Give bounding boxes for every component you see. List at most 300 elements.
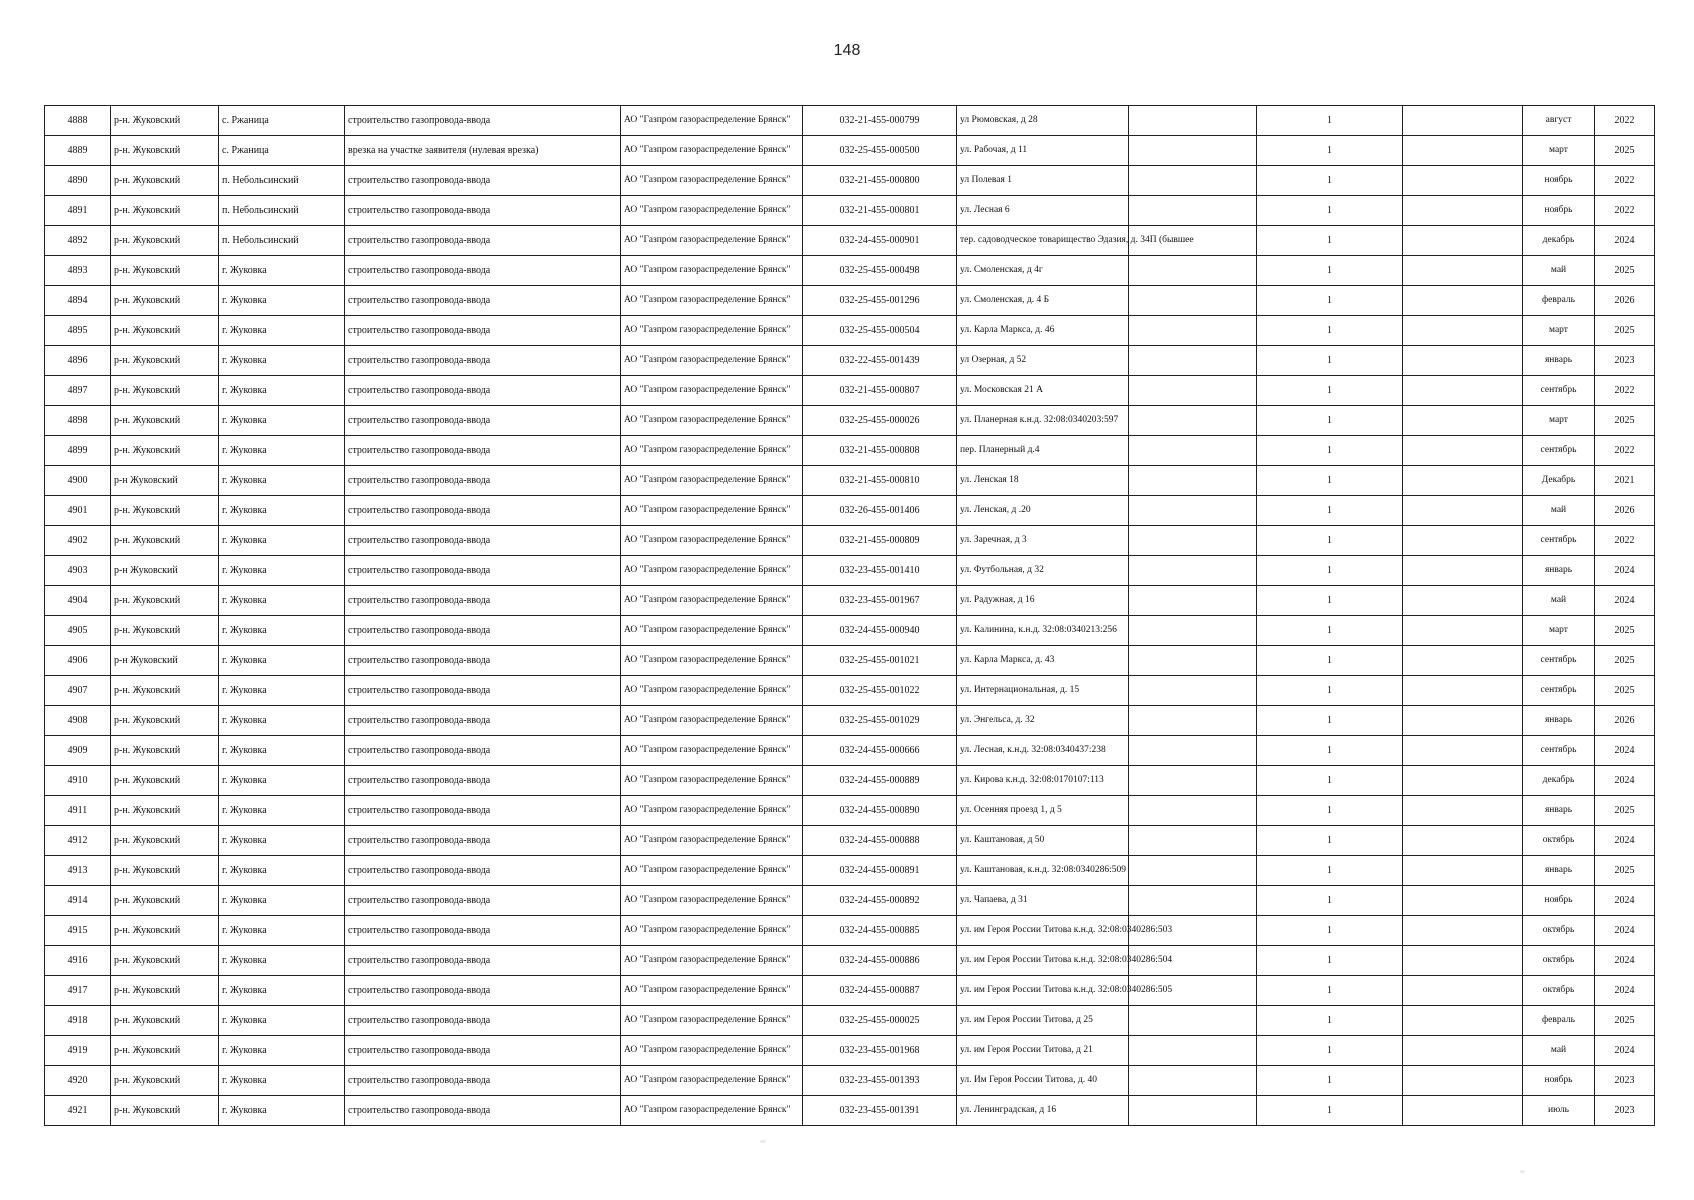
month-cell: август (1523, 106, 1595, 136)
address-cell: ул. Лесная 6 (957, 196, 1129, 226)
organization-cell: АО "Газпром газораспределение Брянск" (621, 406, 803, 436)
registration-code-cell: 032-25-455-000026 (803, 406, 957, 436)
registration-code-cell: 032-23-455-001410 (803, 556, 957, 586)
empty-cell (1129, 886, 1257, 916)
organization-cell: АО "Газпром газораспределение Брянск" (621, 586, 803, 616)
table-row (45, 466, 1655, 496)
locality-cell: г. Жуковка (219, 1036, 345, 1066)
empty-cell (1403, 496, 1523, 526)
registration-code-cell: 032-24-455-000892 (803, 886, 957, 916)
month-cell: сентябрь (1523, 376, 1595, 406)
organization-cell: АО "Газпром газораспределение Брянск" (621, 316, 803, 346)
address-cell: ул. им Героя России Титова, д 21 (957, 1036, 1129, 1066)
quantity-cell: 1 (1257, 436, 1403, 466)
quantity-cell: 1 (1257, 256, 1403, 286)
locality-cell: г. Жуковка (219, 1066, 345, 1096)
row-number: 4889 (45, 136, 111, 166)
locality-cell: г. Жуковка (219, 556, 345, 586)
empty-cell (1129, 166, 1257, 196)
quantity-cell: 1 (1257, 766, 1403, 796)
row-number: 4902 (45, 526, 111, 556)
month-cell: март (1523, 616, 1595, 646)
month-cell: май (1523, 256, 1595, 286)
quantity-cell: 1 (1257, 826, 1403, 856)
locality-cell: г. Жуковка (219, 736, 345, 766)
row-number: 4920 (45, 1066, 111, 1096)
quantity-cell: 1 (1257, 706, 1403, 736)
work-type-cell: строительство газопровода-ввода (345, 166, 621, 196)
district-cell: р-н. Жуковский (111, 616, 219, 646)
table-row (45, 406, 1655, 436)
address-cell: ул. им Героя России Титова к.н.д. 32:08:0340286:504 (957, 946, 1129, 976)
address-cell: ул. Карла Маркса, д. 43 (957, 646, 1129, 676)
year-cell: 2025 (1595, 676, 1655, 706)
work-type-cell: строительство газопровода-ввода (345, 316, 621, 346)
month-cell: Декабрь (1523, 466, 1595, 496)
organization-cell: АО "Газпром газораспределение Брянск" (621, 886, 803, 916)
table-row (45, 316, 1655, 346)
organization-cell: АО "Газпром газораспределение Брянск" (621, 646, 803, 676)
district-cell: р-н. Жуковский (111, 376, 219, 406)
work-type-cell: строительство газопровода-ввода (345, 736, 621, 766)
table-row (45, 766, 1655, 796)
table-row (45, 946, 1655, 976)
district-cell: р-н. Жуковский (111, 796, 219, 826)
year-cell: 2022 (1595, 166, 1655, 196)
quantity-cell: 1 (1257, 466, 1403, 496)
registration-code-cell: 032-22-455-001439 (803, 346, 957, 376)
quantity-cell: 1 (1257, 736, 1403, 766)
registration-code-cell: 032-25-455-001029 (803, 706, 957, 736)
year-cell: 2025 (1595, 1006, 1655, 1036)
table-row (45, 196, 1655, 226)
locality-cell: г. Жуковка (219, 826, 345, 856)
row-number: 4888 (45, 106, 111, 136)
empty-cell (1129, 316, 1257, 346)
year-cell: 2023 (1595, 1096, 1655, 1126)
year-cell: 2024 (1595, 556, 1655, 586)
district-cell: р-н. Жуковский (111, 226, 219, 256)
district-cell: р-н. Жуковский (111, 676, 219, 706)
district-cell: р-н. Жуковский (111, 886, 219, 916)
quantity-cell: 1 (1257, 136, 1403, 166)
registration-code-cell: 032-25-455-001296 (803, 286, 957, 316)
month-cell: май (1523, 1036, 1595, 1066)
organization-cell: АО "Газпром газораспределение Брянск" (621, 1096, 803, 1126)
year-cell: 2022 (1595, 196, 1655, 226)
year-cell: 2025 (1595, 256, 1655, 286)
year-cell: 2025 (1595, 316, 1655, 346)
empty-cell (1403, 916, 1523, 946)
empty-cell (1403, 166, 1523, 196)
row-number: 4919 (45, 1036, 111, 1066)
quantity-cell: 1 (1257, 586, 1403, 616)
table-row (45, 556, 1655, 586)
organization-cell: АО "Газпром газораспределение Брянск" (621, 796, 803, 826)
locality-cell: г. Жуковка (219, 346, 345, 376)
row-number: 4898 (45, 406, 111, 436)
quantity-cell: 1 (1257, 646, 1403, 676)
row-number: 4895 (45, 316, 111, 346)
registration-code-cell: 032-24-455-000890 (803, 796, 957, 826)
locality-cell: г. Жуковка (219, 646, 345, 676)
year-cell: 2026 (1595, 496, 1655, 526)
work-type-cell: строительство газопровода-ввода (345, 436, 621, 466)
district-cell: р-н. Жуковский (111, 586, 219, 616)
table-row (45, 376, 1655, 406)
district-cell: р-н. Жуковский (111, 706, 219, 736)
registry-body (45, 106, 1655, 1126)
month-cell: сентябрь (1523, 676, 1595, 706)
district-cell: р-н. Жуковский (111, 496, 219, 526)
row-number: 4905 (45, 616, 111, 646)
table-row (45, 256, 1655, 286)
empty-cell (1129, 556, 1257, 586)
work-type-cell: строительство газопровода-ввода (345, 826, 621, 856)
month-cell: январь (1523, 346, 1595, 376)
row-number: 4916 (45, 946, 111, 976)
registration-code-cell: 032-25-455-000498 (803, 256, 957, 286)
row-number: 4907 (45, 676, 111, 706)
quantity-cell: 1 (1257, 1006, 1403, 1036)
empty-cell (1129, 256, 1257, 286)
table-row (45, 586, 1655, 616)
work-type-cell: строительство газопровода-ввода (345, 706, 621, 736)
registration-code-cell: 032-25-455-000504 (803, 316, 957, 346)
registration-code-cell: 032-21-455-000801 (803, 196, 957, 226)
address-cell: ул. Ленинградская, д 16 (957, 1096, 1129, 1126)
year-cell: 2024 (1595, 226, 1655, 256)
month-cell: январь (1523, 796, 1595, 826)
empty-cell (1403, 106, 1523, 136)
month-cell: июль (1523, 1096, 1595, 1126)
locality-cell: г. Жуковка (219, 316, 345, 346)
empty-cell (1129, 196, 1257, 226)
address-cell: ул. Интернациональная, д. 15 (957, 676, 1129, 706)
year-cell: 2024 (1595, 976, 1655, 1006)
organization-cell: АО "Газпром газораспределение Брянск" (621, 1036, 803, 1066)
quantity-cell: 1 (1257, 316, 1403, 346)
month-cell: сентябрь (1523, 646, 1595, 676)
address-cell: ул. Осенняя проезд 1, д 5 (957, 796, 1129, 826)
row-number: 4903 (45, 556, 111, 586)
year-cell: 2026 (1595, 286, 1655, 316)
empty-cell (1129, 766, 1257, 796)
year-cell: 2022 (1595, 526, 1655, 556)
work-type-cell: строительство газопровода-ввода (345, 616, 621, 646)
month-cell: ноябрь (1523, 166, 1595, 196)
organization-cell: АО "Газпром газораспределение Брянск" (621, 286, 803, 316)
registration-code-cell: 032-24-455-000891 (803, 856, 957, 886)
table-row (45, 286, 1655, 316)
district-cell: р-н Жуковский (111, 646, 219, 676)
quantity-cell: 1 (1257, 406, 1403, 436)
table-row (45, 616, 1655, 646)
month-cell: ноябрь (1523, 1066, 1595, 1096)
district-cell: р-н. Жуковский (111, 946, 219, 976)
row-number: 4893 (45, 256, 111, 286)
district-cell: р-н Жуковский (111, 466, 219, 496)
month-cell: сентябрь (1523, 526, 1595, 556)
year-cell: 2025 (1595, 856, 1655, 886)
empty-cell (1403, 316, 1523, 346)
quantity-cell: 1 (1257, 616, 1403, 646)
locality-cell: с. Ржаница (219, 106, 345, 136)
work-type-cell: строительство газопровода-ввода (345, 1096, 621, 1126)
month-cell: октябрь (1523, 946, 1595, 976)
registration-code-cell: 032-24-455-000666 (803, 736, 957, 766)
empty-cell (1129, 466, 1257, 496)
district-cell: р-н. Жуковский (111, 1006, 219, 1036)
address-cell: ул. Калинина, к.н.д. 32:08:0340213:256 (957, 616, 1129, 646)
locality-cell: г. Жуковка (219, 886, 345, 916)
work-type-cell: строительство газопровода-ввода (345, 766, 621, 796)
quantity-cell: 1 (1257, 1066, 1403, 1096)
locality-cell: г. Жуковка (219, 676, 345, 706)
quantity-cell: 1 (1257, 346, 1403, 376)
empty-cell (1403, 796, 1523, 826)
year-cell: 2025 (1595, 646, 1655, 676)
month-cell: декабрь (1523, 766, 1595, 796)
locality-cell: п. Небольсинский (219, 166, 345, 196)
district-cell: р-н. Жуковский (111, 526, 219, 556)
empty-cell (1403, 226, 1523, 256)
table-row (45, 106, 1655, 136)
empty-cell (1129, 406, 1257, 436)
empty-cell (1403, 256, 1523, 286)
district-cell: р-н. Жуковский (111, 316, 219, 346)
empty-cell (1129, 526, 1257, 556)
row-number: 4904 (45, 586, 111, 616)
quantity-cell: 1 (1257, 196, 1403, 226)
district-cell: р-н. Жуковский (111, 256, 219, 286)
locality-cell: г. Жуковка (219, 706, 345, 736)
work-type-cell: строительство газопровода-ввода (345, 1066, 621, 1096)
address-cell: ул. Чапаева, д 31 (957, 886, 1129, 916)
month-cell: март (1523, 406, 1595, 436)
row-number: 4900 (45, 466, 111, 496)
locality-cell: г. Жуковка (219, 856, 345, 886)
locality-cell: г. Жуковка (219, 496, 345, 526)
year-cell: 2025 (1595, 406, 1655, 436)
empty-cell (1403, 196, 1523, 226)
month-cell: ноябрь (1523, 196, 1595, 226)
organization-cell: АО "Газпром газораспределение Брянск" (621, 466, 803, 496)
locality-cell: г. Жуковка (219, 1096, 345, 1126)
quantity-cell: 1 (1257, 226, 1403, 256)
work-type-cell: строительство газопровода-ввода (345, 976, 621, 1006)
address-cell: тер. садоводческое товарищество Эдазия, д. 34П (бывшее (957, 226, 1129, 256)
year-cell: 2025 (1595, 136, 1655, 166)
district-cell: р-н. Жуковский (111, 1096, 219, 1126)
empty-cell (1403, 526, 1523, 556)
empty-cell (1403, 946, 1523, 976)
empty-cell (1129, 826, 1257, 856)
registration-code-cell: 032-25-455-001022 (803, 676, 957, 706)
empty-cell (1403, 1036, 1523, 1066)
work-type-cell: строительство газопровода-ввода (345, 286, 621, 316)
empty-cell (1129, 676, 1257, 706)
locality-cell: п. Небольсинский (219, 226, 345, 256)
registration-code-cell: 032-21-455-000808 (803, 436, 957, 466)
row-number: 4896 (45, 346, 111, 376)
quantity-cell: 1 (1257, 796, 1403, 826)
month-cell: октябрь (1523, 916, 1595, 946)
empty-cell (1403, 706, 1523, 736)
work-type-cell: строительство газопровода-ввода (345, 646, 621, 676)
registration-code-cell: 032-23-455-001391 (803, 1096, 957, 1126)
district-cell: р-н. Жуковский (111, 406, 219, 436)
year-cell: 2025 (1595, 796, 1655, 826)
quantity-cell: 1 (1257, 676, 1403, 706)
address-cell: ул. им Героя России Титова к.н.д. 32:08:0340286:503 (957, 916, 1129, 946)
registration-code-cell: 032-26-455-001406 (803, 496, 957, 526)
quantity-cell: 1 (1257, 946, 1403, 976)
work-type-cell: строительство газопровода-ввода (345, 406, 621, 436)
locality-cell: г. Жуковка (219, 616, 345, 646)
address-cell: ул. Смоленская, д. 4 Б (957, 286, 1129, 316)
registration-code-cell: 032-24-455-000885 (803, 916, 957, 946)
empty-cell (1129, 616, 1257, 646)
registration-code-cell: 032-24-455-000901 (803, 226, 957, 256)
row-number: 4911 (45, 796, 111, 826)
empty-cell (1129, 136, 1257, 166)
table-row (45, 226, 1655, 256)
district-cell: р-н. Жуковский (111, 136, 219, 166)
work-type-cell: строительство газопровода-ввода (345, 346, 621, 376)
organization-cell: АО "Газпром газораспределение Брянск" (621, 226, 803, 256)
address-cell: ул. Футбольная, д 32 (957, 556, 1129, 586)
year-cell: 2023 (1595, 346, 1655, 376)
organization-cell: АО "Газпром газораспределение Брянск" (621, 736, 803, 766)
organization-cell: АО "Газпром газораспределение Брянск" (621, 616, 803, 646)
row-number: 4913 (45, 856, 111, 886)
quantity-cell: 1 (1257, 286, 1403, 316)
locality-cell: г. Жуковка (219, 376, 345, 406)
year-cell: 2023 (1595, 1066, 1655, 1096)
organization-cell: АО "Газпром газораспределение Брянск" (621, 346, 803, 376)
registration-code-cell: 032-23-455-001393 (803, 1066, 957, 1096)
organization-cell: АО "Газпром газораспределение Брянск" (621, 766, 803, 796)
empty-cell (1403, 286, 1523, 316)
row-number: 4891 (45, 196, 111, 226)
work-type-cell: строительство газопровода-ввода (345, 586, 621, 616)
empty-cell (1129, 346, 1257, 376)
address-cell: ул. Карла Маркса, д. 46 (957, 316, 1129, 346)
organization-cell: АО "Газпром газораспределение Брянск" (621, 196, 803, 226)
address-cell: ул. Ленская, д .20 (957, 496, 1129, 526)
year-cell: 2024 (1595, 736, 1655, 766)
table-row (45, 676, 1655, 706)
locality-cell: г. Жуковка (219, 976, 345, 1006)
year-cell: 2024 (1595, 946, 1655, 976)
district-cell: р-н. Жуковский (111, 1036, 219, 1066)
registration-code-cell: 032-21-455-000809 (803, 526, 957, 556)
district-cell: р-н. Жуковский (111, 166, 219, 196)
organization-cell: АО "Газпром газораспределение Брянск" (621, 1066, 803, 1096)
empty-cell (1403, 1096, 1523, 1126)
row-number: 4890 (45, 166, 111, 196)
empty-cell (1403, 136, 1523, 166)
empty-cell (1403, 376, 1523, 406)
locality-cell: г. Жуковка (219, 436, 345, 466)
empty-cell (1403, 856, 1523, 886)
empty-cell (1403, 1006, 1523, 1036)
work-type-cell: строительство газопровода-ввода (345, 676, 621, 706)
table-row (45, 166, 1655, 196)
quantity-cell: 1 (1257, 916, 1403, 946)
page-number: 148 (833, 42, 861, 59)
address-cell: ул. Московская 21 А (957, 376, 1129, 406)
work-type-cell: строительство газопровода-ввода (345, 526, 621, 556)
address-cell: ул. Кирова к.н.д. 32:08:0170107:113 (957, 766, 1129, 796)
registration-code-cell: 032-25-455-001021 (803, 646, 957, 676)
quantity-cell: 1 (1257, 856, 1403, 886)
month-cell: октябрь (1523, 976, 1595, 1006)
row-number: 4912 (45, 826, 111, 856)
locality-cell: г. Жуковка (219, 916, 345, 946)
quantity-cell: 1 (1257, 1036, 1403, 1066)
district-cell: р-н. Жуковский (111, 976, 219, 1006)
month-cell: сентябрь (1523, 436, 1595, 466)
year-cell: 2022 (1595, 436, 1655, 466)
organization-cell: АО "Газпром газораспределение Брянск" (621, 166, 803, 196)
work-type-cell: строительство газопровода-ввода (345, 466, 621, 496)
work-type-cell: строительство газопровода-ввода (345, 796, 621, 826)
work-type-cell: строительство газопровода-ввода (345, 256, 621, 286)
table-row (45, 1066, 1655, 1096)
locality-cell: г. Жуковка (219, 796, 345, 826)
organization-cell: АО "Газпром газораспределение Брянск" (621, 376, 803, 406)
district-cell: р-н. Жуковский (111, 1066, 219, 1096)
quantity-cell: 1 (1257, 496, 1403, 526)
month-cell: январь (1523, 706, 1595, 736)
registration-code-cell: 032-23-455-001967 (803, 586, 957, 616)
month-cell: январь (1523, 856, 1595, 886)
month-cell: февраль (1523, 1006, 1595, 1036)
table-row (45, 346, 1655, 376)
district-cell: р-н. Жуковский (111, 826, 219, 856)
month-cell: май (1523, 586, 1595, 616)
empty-cell (1403, 646, 1523, 676)
address-cell: ул. Каштановая, к.н.д. 32:08:0340286:509 (957, 856, 1129, 886)
registration-code-cell: 032-25-455-000500 (803, 136, 957, 166)
registration-code-cell: 032-21-455-000807 (803, 376, 957, 406)
locality-cell: г. Жуковка (219, 766, 345, 796)
organization-cell: АО "Газпром газораспределение Брянск" (621, 436, 803, 466)
address-cell: ул. им Героя России Титова, д 25 (957, 1006, 1129, 1036)
empty-cell (1403, 1066, 1523, 1096)
empty-cell (1403, 556, 1523, 586)
table-row (45, 736, 1655, 766)
year-cell: 2024 (1595, 1036, 1655, 1066)
row-number: 4915 (45, 916, 111, 946)
row-number: 4906 (45, 646, 111, 676)
organization-cell: АО "Газпром газораспределение Брянск" (621, 526, 803, 556)
work-type-cell: строительство газопровода-ввода (345, 106, 621, 136)
quantity-cell: 1 (1257, 1096, 1403, 1126)
table-row (45, 796, 1655, 826)
organization-cell: АО "Газпром газораспределение Брянск" (621, 826, 803, 856)
address-cell: ул. Рабочая, д 11 (957, 136, 1129, 166)
empty-cell (1403, 586, 1523, 616)
registration-code-cell: 032-24-455-000889 (803, 766, 957, 796)
quantity-cell: 1 (1257, 886, 1403, 916)
year-cell: 2021 (1595, 466, 1655, 496)
scan-artifact (1520, 1170, 1525, 1173)
quantity-cell: 1 (1257, 526, 1403, 556)
empty-cell (1129, 796, 1257, 826)
